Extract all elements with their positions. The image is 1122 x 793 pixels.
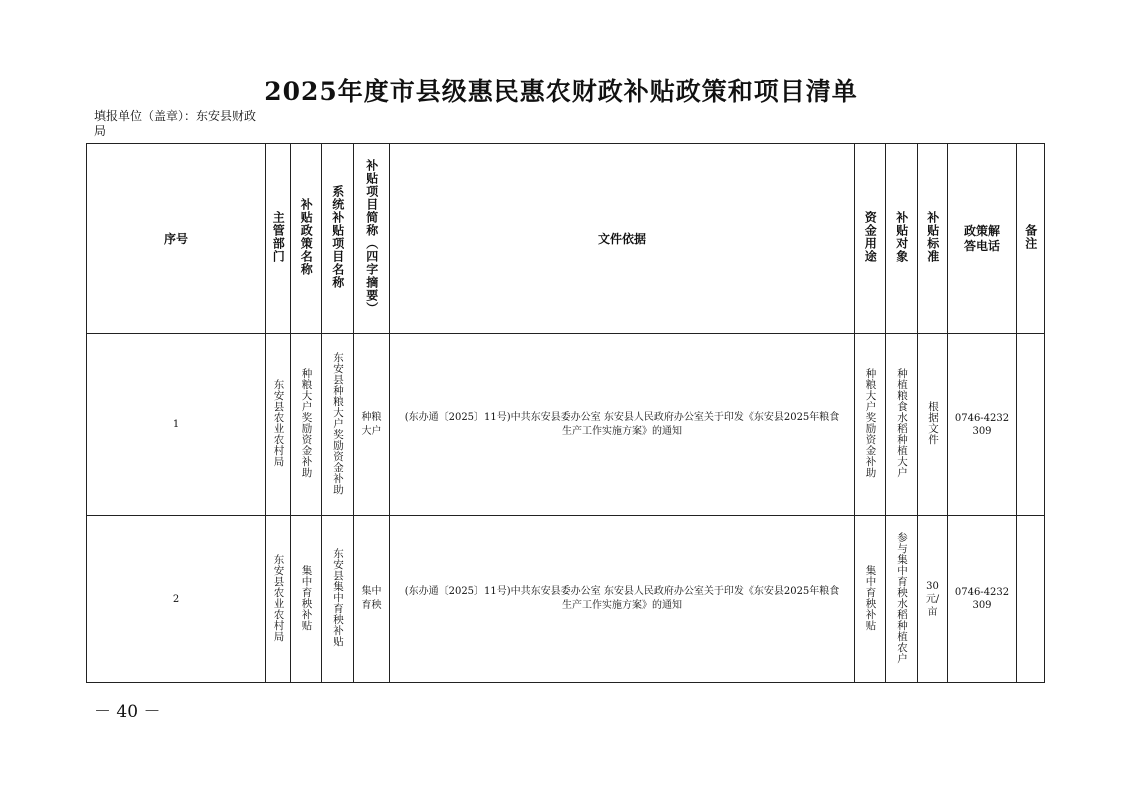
cell-remark	[1017, 516, 1045, 683]
cell-system-name: 东安县种粮大户奖励资金补助	[322, 334, 354, 516]
cell-seq: 2	[87, 516, 266, 683]
page-title: 2025年度市县级惠民惠农财政补贴政策和项目清单	[264, 77, 858, 106]
cell-basis: (东办通〔2025〕11号)中共东安县委办公室 东安县人民政府办公室关于印发《东安县2025年粮食生产工作实施方案》的通知	[390, 334, 855, 516]
cell-basis: (东办通〔2025〕11号)中共东安县委办公室 东安县人民政府办公室关于印发《东安县2025年粮食生产工作实施方案》的通知	[390, 516, 855, 683]
page-number: － 40 －	[94, 702, 161, 722]
header-system-name: 系统补贴项目名称	[322, 144, 354, 334]
cell-dept: 东安县农业农村局	[266, 516, 291, 683]
header-policy-name: 补贴政策名称	[291, 144, 322, 334]
cell-phone: 0746-4232309	[948, 334, 1017, 516]
header-standard: 补贴标准	[918, 144, 948, 334]
table-row	[87, 516, 1045, 683]
cell-abbr: 种粮大户	[354, 334, 390, 516]
cell-target: 种植粮食水稻种植大户	[886, 334, 918, 516]
header-target: 补贴对象	[886, 144, 918, 334]
header-remark: 备注	[1017, 144, 1045, 334]
header-usage: 资金用途	[855, 144, 886, 334]
cell-policy-name: 种粮大户奖励资金补助	[291, 334, 322, 516]
cell-remark	[1017, 334, 1045, 516]
header-seq: 序号	[87, 144, 266, 334]
cell-abbr: 集中育秧	[354, 516, 390, 683]
header-abbr: 补贴项目简称（四字摘要）	[354, 144, 390, 334]
header-dept: 主管部门	[266, 144, 291, 334]
cell-standard: 根据文件	[918, 334, 948, 516]
cell-policy-name: 集中育秧补贴	[291, 516, 322, 683]
cell-system-name: 东安县集中育秧补贴	[322, 516, 354, 683]
header-phone: 政策解答电话	[948, 144, 1017, 334]
table-row	[87, 334, 1045, 516]
header-basis: 文件依据	[390, 144, 855, 334]
cell-standard: 30元/亩	[918, 516, 948, 683]
cell-phone: 0746-4232309	[948, 516, 1017, 683]
cell-seq: 1	[87, 334, 266, 516]
cell-target: 参与集中育秧水稻种植农户	[886, 516, 918, 683]
cell-usage: 集中育秧补贴	[855, 516, 886, 683]
cell-dept: 东安县农业农村局	[266, 334, 291, 516]
header-row	[87, 144, 1045, 334]
reporting-unit: 填报单位（盖章）：东安县财政局	[94, 109, 257, 138]
subsidy-table	[86, 143, 1045, 683]
cell-usage: 种粮大户奖励资金补助	[855, 334, 886, 516]
